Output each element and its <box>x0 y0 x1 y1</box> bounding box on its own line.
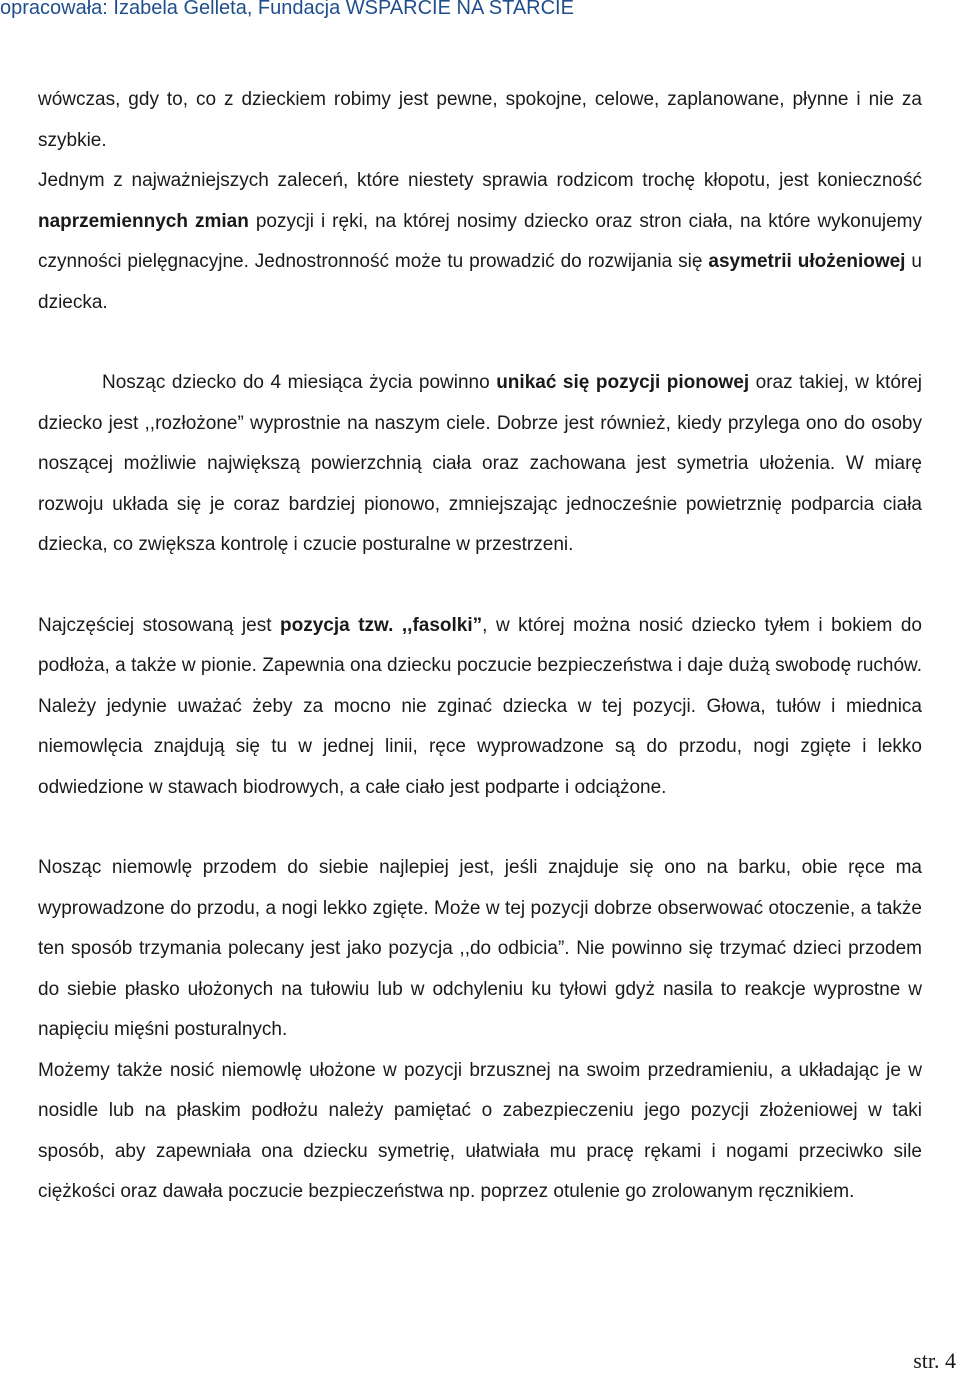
bold-term-avoid-vertical: unikać się pozycji pionowej <box>496 372 750 393</box>
paragraph-gap <box>38 323 922 363</box>
text-run: oraz takiej, w której dziecko jest ,,rozłożone” wyprostnie na naszym ciele. Dobrze jest również, kiedy przylega ono do osoby noszącej możliwie największą powierzchnią ciała oraz zachowana jest symetria ułożenia. W miarę rozwoju układa się je coraz bardziej pionowo, zmniejszając jednocześnie powietrznię podparcia ciała dziecka, co zwiększa kontrolę i czucie posturalne w przestrzeni. <box>38 372 923 555</box>
paragraph-prone-position: Możemy także nosić niemowlę ułożone w pozycji brzusznej na swoim przedramieniu, a układając je w nosidle lub na płaskim podłożu należy pamiętać o zabezpieczeniu jego pozycji złożeniowej w taki sposób, aby zapewniała ona dziecku symetrię, ułatwiała mu pracę rękami i nogami przeciwko sile ciężkości oraz dawała poczucie bezpieczeństwa np. poprzez otulenie go zrolowanym ręcznikiem. <box>38 1059 922 1202</box>
text-run: Najczęściej stosowaną jest <box>38 614 281 636</box>
paragraph-continuation: wówczas, gdy to, co z dzieckiem robimy jest pewne, spokojne, celowe, zaplanowane, płynne i nie za szybkie. <box>38 89 922 151</box>
text-run: Jednym z najważniejszych zaleceń, które niestety sprawia rodzicom trochę kłopotu, jest konieczność <box>38 170 922 191</box>
bold-term-alternating-changes: naprzemiennych zmian <box>38 210 249 232</box>
text-run: , w której można nosić dziecko tyłem i bokiem do podłoża, a także w pionie. Zapewnia ona dziecku poczucie bezpieczeństwa i daje dużą swobodę ruchów. Należy jedynie uważać żeby za mocno nie zginać dziecka w tej pozycji. Głowa, tułów i miednica niemowlęcia znajdują się tu w jednej linii, ręce wyprowadzone są do przodu, nogi zgięte i lekko odwiedzione w stawach biodrowych, a całe ciało jest podparte i odciążone. <box>38 614 922 798</box>
bold-term-asymmetry: asymetrii ułożeniowej <box>708 251 906 272</box>
paragraph-bean-position <box>38 606 922 809</box>
document-body <box>38 80 922 1213</box>
paragraph-carrying-up-to-4-months <box>38 363 922 566</box>
text-run: Nosząc dziecko do 4 miesiąca życia powinno <box>102 372 497 393</box>
bold-term-bean-position: pozycja tzw. ,,fasolki” <box>280 614 483 636</box>
text-run: pozycji i ręki, na której nosimy dziecko oraz stron ciała, na które wykonujemy czynności pielęgnacyjne. Jednostronność może tu prowadzić do rozwijania się <box>38 210 922 272</box>
paragraph-alternating-positions <box>38 161 922 323</box>
paragraph-gap <box>38 808 922 848</box>
page-number: str. 4 <box>913 1348 956 1373</box>
paragraph-gap <box>38 566 922 606</box>
paragraph-front-carrying: Nosząc niemowlę przodem do siebie najlepiej jest, jeśli znajduje się ono na barku, obie ręce ma wyprowadzone do przodu, a nogi lekko zgięte. Może w tej pozycji dobrze obserwować otoczenie, a także ten sposób trzymania polecany jest jako pozycja ,,do odbicia”. Nie powinno się trzymać dzieci przodem do siebie płasko ułożonych na tułowiu lub w odchyleniu ku tyłowi gdyż nasila to reakcje wyprostne w napięciu mięśni posturalnych. <box>38 857 922 1040</box>
page-header: opracowała: Izabela Gelleta, Fundacja WSPARCIE NA STARCIE <box>0 0 574 19</box>
text-run: u dziecka. <box>38 251 922 313</box>
